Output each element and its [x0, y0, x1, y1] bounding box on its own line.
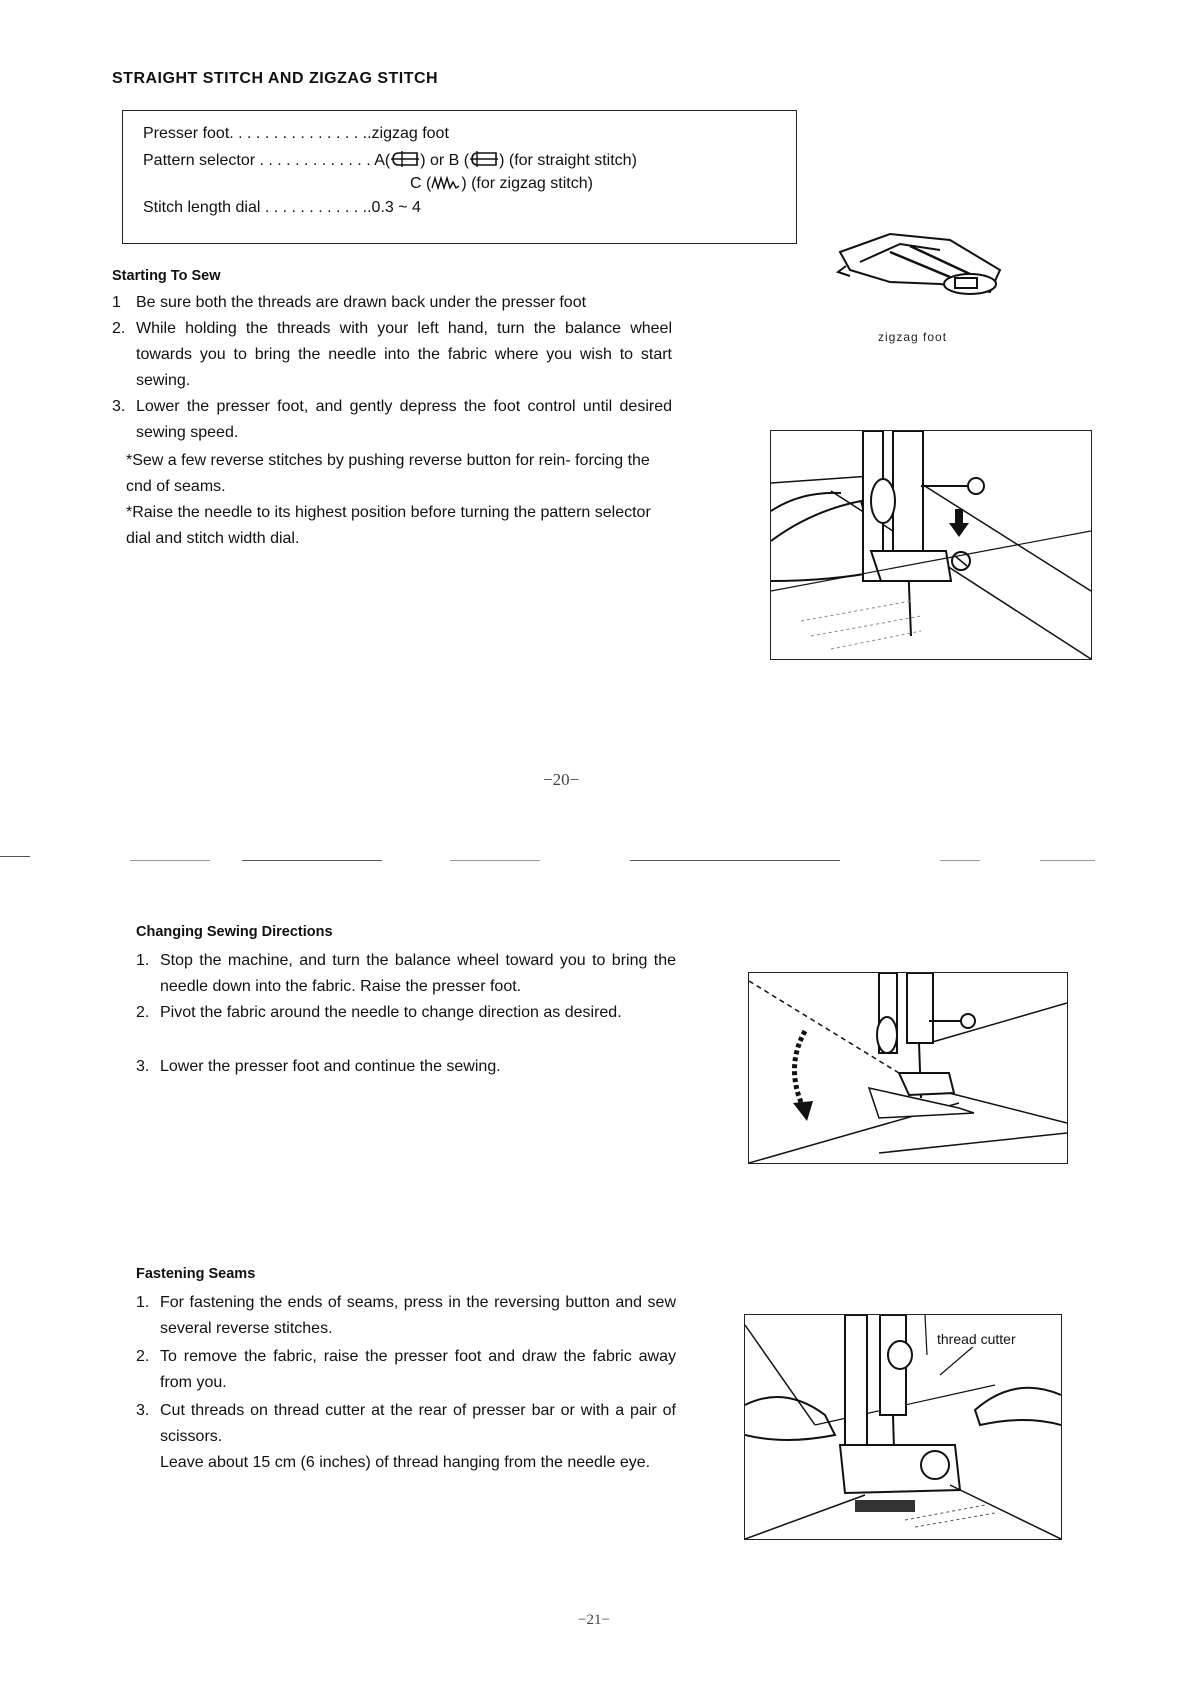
section-title: STRAIGHT STITCH AND ZIGZAG STITCH [112, 70, 439, 87]
step-number: 2. [136, 1004, 150, 1021]
step-number: 1. [136, 952, 150, 969]
fastening-step-1 [136, 1290, 676, 1342]
needle-position-note: *Raise the needle to its highest position before turning the pattern selector dial and stitch width dial. [126, 504, 651, 547]
step-text: Be sure both the threads are drawn back under the presser foot [136, 294, 587, 311]
pivot-fabric-illustration [748, 972, 1068, 1164]
changing-step-2 [136, 1000, 676, 1026]
changing-step-1 [136, 948, 676, 1000]
fastening-step-4 [136, 1450, 676, 1476]
stitch-length-row [143, 199, 421, 217]
page-separator [1040, 860, 1095, 861]
straight-stitch-icon [390, 151, 420, 167]
pattern-selector-row [143, 151, 637, 170]
page-separator [242, 860, 382, 861]
page-separator [130, 860, 210, 861]
step-text: Leave about 15 cm (6 inches) of thread hanging from the needle eye. [160, 1454, 651, 1471]
pattern-b-label: ) or B ( [420, 152, 470, 169]
pattern-selector-label: Pattern selector . . . . . . . . . . . . . [143, 152, 371, 169]
starting-step-2 [112, 316, 672, 394]
zigzag-foot-icon [830, 222, 1010, 312]
step-text: To remove the fabric, raise the presser foot and draw the fabric away from you. [160, 1348, 676, 1391]
changing-step-3 [136, 1054, 676, 1080]
step-text: Cut threads on thread cutter at the rear of presser bar or with a pair of scissors. [160, 1402, 676, 1445]
starting-step-1 [112, 290, 672, 316]
pattern-c-label: C ( [410, 175, 432, 192]
presser-foot-label: Presser foot. . . . . . . . . . . . . . . . [143, 125, 368, 142]
stitch-length-label: Stitch length dial . . . . . . . . . . . . [143, 199, 368, 216]
page-separator [450, 860, 540, 861]
step-text: Pivot the fabric around the needle to change direction as desired. [160, 1004, 622, 1021]
step-number: 3. [136, 1058, 150, 1075]
starting-heading: Starting To Sew [112, 268, 221, 284]
step-number: 3. [112, 398, 126, 415]
step-number: 2. [136, 1348, 150, 1365]
arrow-down-icon [949, 509, 969, 539]
zigzag-foot-caption: zigzag foot [878, 330, 948, 344]
step-text: Lower the presser foot and continue the sewing. [160, 1058, 501, 1075]
page-separator [630, 860, 840, 861]
step-number: 1 [112, 294, 121, 311]
reverse-stitch-note: *Sew a few reverse stitches by pushing reverse button for rein- forcing the cnd of seams. [126, 452, 650, 495]
zigzag-stitch-note: ) (for zigzag stitch) [461, 175, 593, 192]
presser-foot-row [143, 125, 449, 143]
fastening-step-2 [136, 1344, 676, 1396]
starting-step-3 [112, 394, 672, 446]
thread-cutter-illustration [744, 1314, 1062, 1540]
page-separator [0, 856, 30, 857]
fastening-step-3 [136, 1398, 676, 1450]
page-number-21: −21− [578, 1612, 610, 1628]
stitch-length-value: .0.3 ~ 4 [367, 199, 421, 216]
zigzag-pattern-row [410, 175, 593, 193]
curved-arrow-icon [785, 1027, 819, 1123]
page-number-20: −20− [543, 770, 580, 789]
thread-cutter-label: thread cutter [937, 1331, 1016, 1347]
step-text: Lower the presser foot, and gently depress the foot control until desired sewing speed. [136, 398, 672, 441]
step-number: 2. [112, 320, 126, 337]
page-separator [940, 860, 980, 861]
settings-box [122, 110, 797, 244]
fastening-heading: Fastening Seams [136, 1266, 256, 1282]
straight-stitch-note: ) (for straight stitch) [499, 152, 637, 169]
changing-heading: Changing Sewing Directions [136, 924, 333, 940]
step-text: For fastening the ends of seams, press in the reversing button and sew several reverse stitches. [160, 1294, 676, 1337]
straight-stitch-icon [469, 151, 499, 167]
step-number: 3. [136, 1402, 150, 1419]
step-text: Stop the machine, and turn the balance wheel toward you to bring the needle down into the fabric. Raise the presser foot. [160, 952, 676, 995]
zigzag-stitch-icon [431, 176, 461, 190]
step-text: While holding the threads with your left hand, turn the balance wheel towards you to bring the needle into the fabric where you wish to start sewing. [136, 320, 672, 389]
presser-foot-value: .zigzag foot [367, 125, 449, 142]
step-number: 1. [136, 1294, 150, 1311]
pattern-a-label: A( [374, 152, 391, 169]
starting-to-sew-illustration [770, 430, 1092, 660]
